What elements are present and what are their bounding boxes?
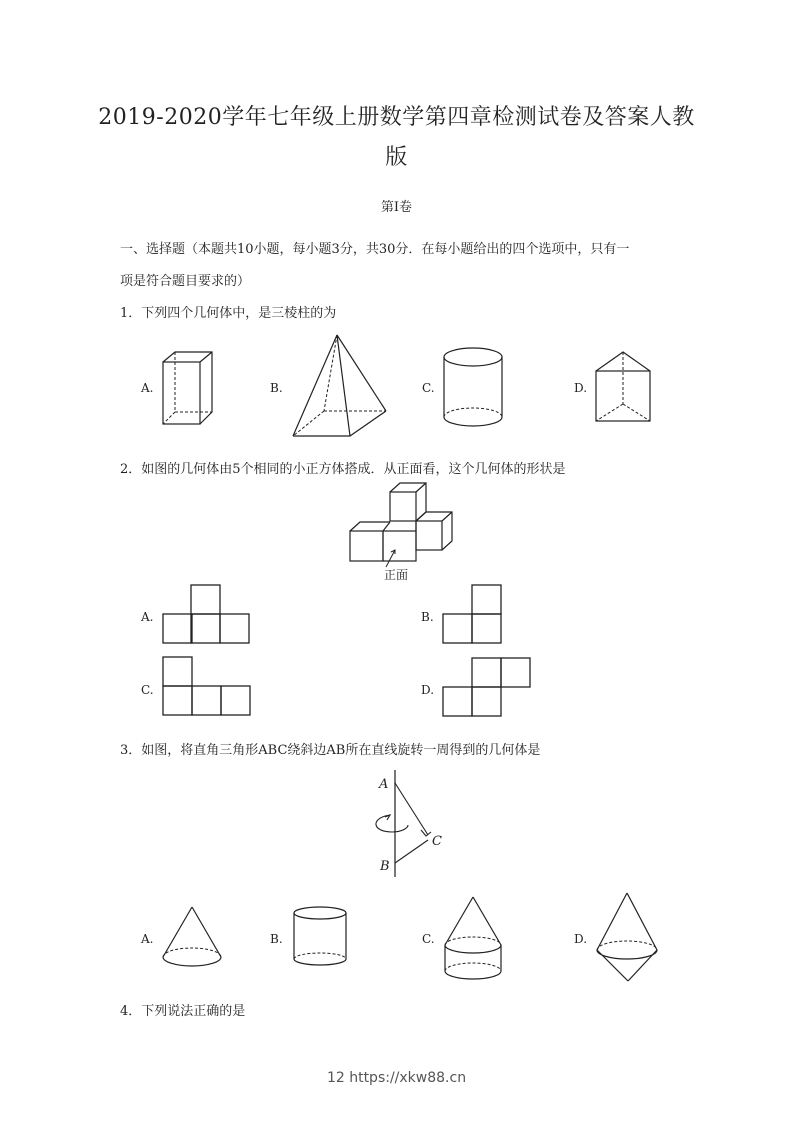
- volume-label: 第Ⅰ卷: [380, 200, 413, 215]
- q2-option-c-label: C.: [141, 683, 154, 697]
- q1-option-d-label: D.: [574, 381, 588, 395]
- q1-option-c-label: C.: [422, 381, 435, 395]
- front-view-d-figure: [442, 657, 534, 719]
- q1-option-b-label: B.: [270, 381, 283, 395]
- point-b-label: B: [380, 859, 390, 874]
- document-title-line1: 2019-2020学年七年级上册数学第四章检测试卷及答案人教: [98, 105, 695, 130]
- front-view-c-figure: [162, 656, 252, 718]
- section-heading-line1: 一、选择题（本题共10小题，每小题3分，共30分．在每小题给出的四个选项中，只有一: [120, 242, 630, 257]
- section-heading-line2: 项是符合题目要求的）: [120, 274, 251, 289]
- cone-figure: [160, 905, 224, 970]
- q3-option-a-label: A.: [141, 932, 154, 946]
- square-pyramid-figure: [288, 333, 388, 438]
- triangular-prism-figure: [594, 350, 654, 425]
- question-4-text: 4．下列说法正确的是: [120, 1004, 246, 1019]
- q2-option-d-label: D.: [421, 683, 435, 697]
- cube-stack-figure: [348, 482, 468, 562]
- q2-option-b-label: B.: [421, 610, 434, 624]
- question-3-text: 3．如图，将直角三角形ABC绕斜边AB所在直线旋转一周得到的几何体是: [120, 743, 541, 758]
- q1-option-a-label: A.: [141, 381, 154, 395]
- cylinder-figure: [440, 345, 506, 430]
- question-1-text: 1．下列四个几何体中，是三棱柱的为: [120, 306, 337, 321]
- q3-option-b-label: B.: [270, 932, 283, 946]
- point-a-label: A: [379, 777, 389, 792]
- point-c-label: C: [432, 834, 442, 849]
- front-view-a-figure: [162, 584, 252, 646]
- document-title-line2: 版: [385, 145, 408, 170]
- cylinder-option-figure: [290, 905, 350, 970]
- front-view-b-figure: [442, 584, 504, 646]
- q3-option-d-label: D.: [574, 932, 588, 946]
- page-footer: 12 https://xkw88.cn: [326, 1070, 467, 1086]
- front-label: 正面: [384, 568, 409, 582]
- question-2-text: 2．如图的几何体由5个相同的小正方体搭成．从正面看，这个几何体的形状是: [120, 462, 566, 477]
- cone-on-cylinder-figure: [442, 895, 504, 980]
- double-cone-figure: [594, 891, 660, 983]
- triangle-rotation-figure: [360, 770, 460, 880]
- q3-option-c-label: C.: [422, 932, 435, 946]
- q2-option-a-label: A.: [141, 610, 154, 624]
- rectangular-prism-figure: [160, 350, 220, 430]
